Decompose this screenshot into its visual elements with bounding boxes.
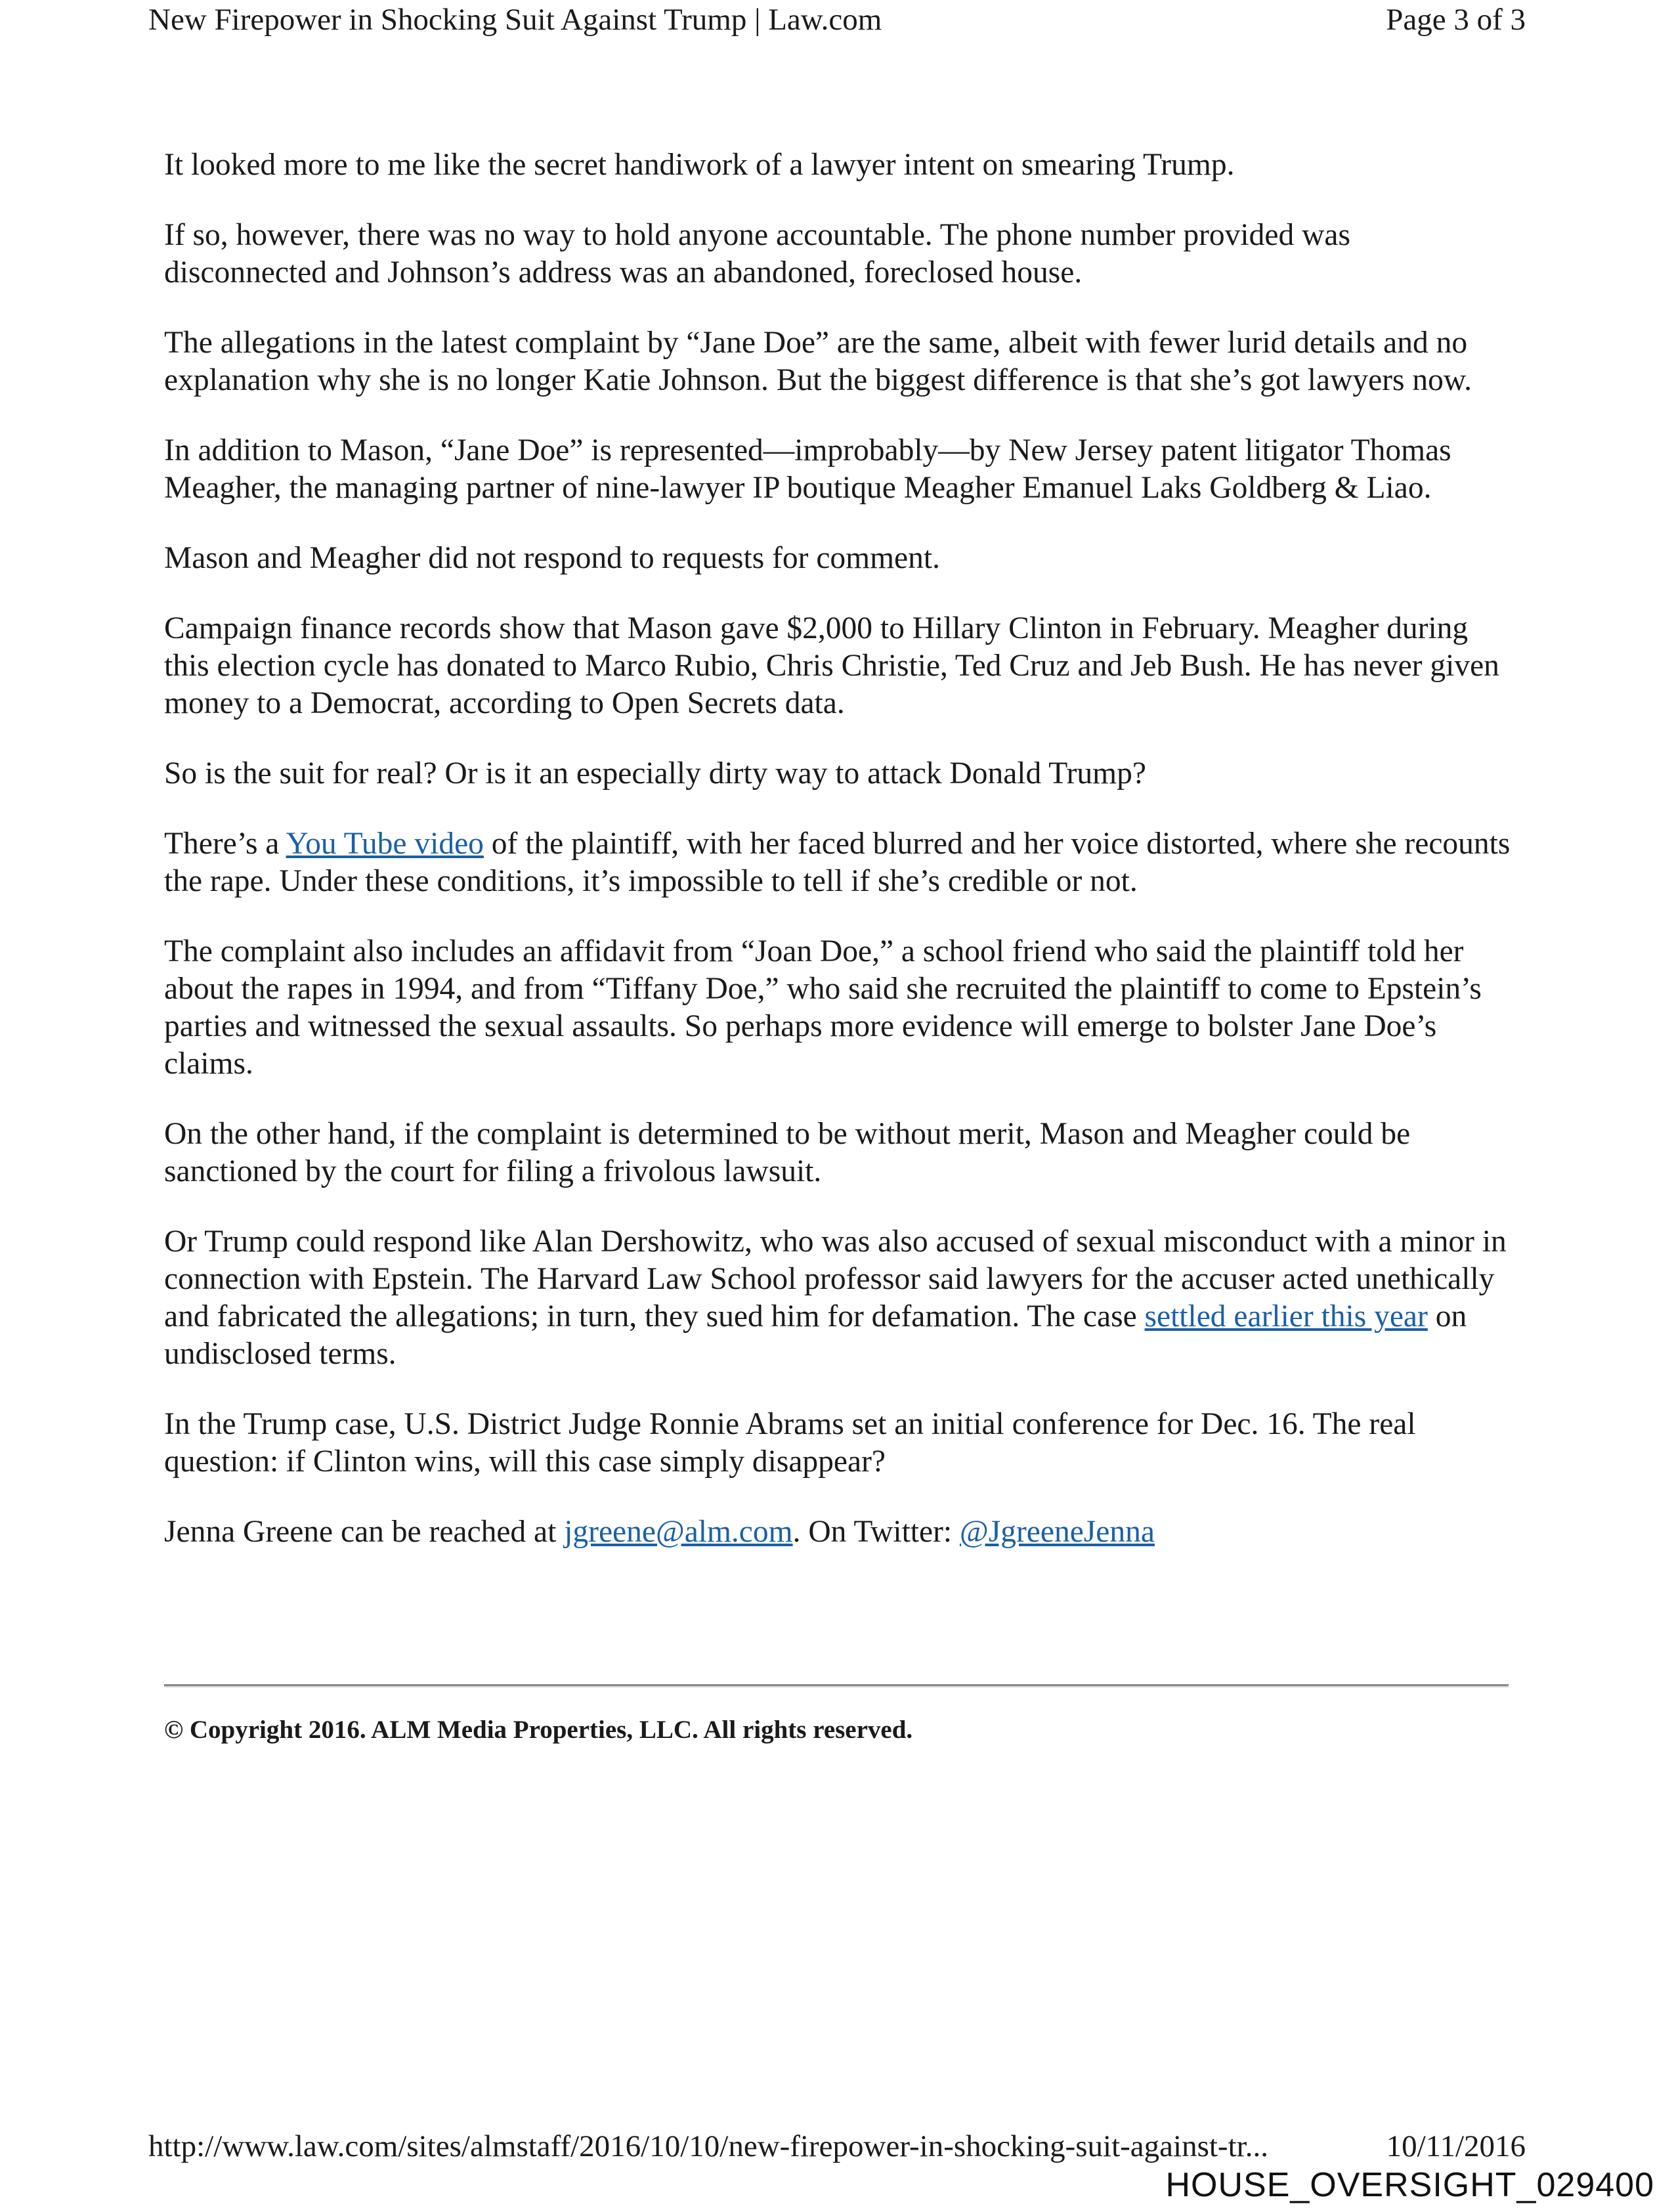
paragraph-8-text-b: of the plaintiff, with her faced blurred and her voice distorted, where she recounts the rape. Under these conditions, it’s impossible to tell if she’s credible or not. [164, 827, 1511, 898]
paragraph-6: Campaign finance records show that Mason gave $2,000 to Hillary Clinton in February. Meagher during this election cycle has donated to Marco Rubio, Chris Christie, Ted Cruz and Jeb Bush. He has never given money to a Democrat, according to Open Secrets data. [164, 611, 1499, 720]
article-body [164, 146, 1516, 1584]
paragraph-11-text-b: on undisclosed terms. [164, 1299, 1467, 1371]
twitter-link[interactable]: @JgreeneJenna [959, 1515, 1155, 1549]
horizontal-divider [164, 1684, 1509, 1687]
footer-url: http://www.law.com/sites/almstaff/2016/10/10/new-firepower-in-shocking-suit-against-tr... [148, 2129, 1268, 2163]
footer-date: 10/11/2016 [1386, 2129, 1526, 2163]
page-header-title: New Firepower in Shocking Suit Against Trump | Law.com [148, 3, 882, 37]
paragraph-8-text-a: There’s a [164, 827, 286, 861]
paragraph-4: In addition to Mason, “Jane Doe” is represented—improbably—by New Jersey patent litigator Thomas Meagher, the managing partner of nine-lawyer IP boutique Meagher Emanuel Laks Goldberg & Liao. [164, 433, 1451, 505]
paragraph-5: Mason and Meagher did not respond to requests for comment. [164, 541, 940, 575]
paragraph-10: On the other hand, if the complaint is determined to be without merit, Mason and Meagher could be sanctioned by the court for filing a frivolous lawsuit. [164, 1117, 1411, 1188]
paragraph-11 [164, 1223, 1516, 1373]
copyright-notice: © Copyright 2016. ALM Media Properties, LLC. All rights reserved. [164, 1716, 913, 1744]
paragraph-13-text-b: . On Twitter: [792, 1515, 960, 1549]
paragraph-7: So is the suit for real? Or is it an especially dirty way to attack Donald Trump? [164, 756, 1146, 791]
paragraph-8 [164, 825, 1516, 900]
bates-number: HOUSE_OVERSIGHT_029400 [1165, 2166, 1654, 2204]
email-link[interactable]: jgreene@alm.com [564, 1515, 793, 1549]
youtube-video-link[interactable]: You Tube video [286, 827, 484, 861]
paragraph-13 [164, 1513, 1516, 1551]
page-number: Page 3 of 3 [1386, 3, 1526, 37]
settled-earlier-link[interactable]: settled earlier this year [1144, 1299, 1428, 1334]
paragraph-13-text-a: Jenna Greene can be reached at [164, 1515, 565, 1549]
paragraph-3: The allegations in the latest complaint by “Jane Doe” are the same, albeit with fewer lurid details and no explanation why she is no longer Katie Johnson. But the biggest difference is that she’s got lawyers now. [164, 326, 1472, 397]
paragraph-2: If so, however, there was no way to hold anyone accountable. The phone number provided was disconnected and Johnson’s address was an abandoned, foreclosed house. [164, 218, 1350, 290]
paragraph-12: In the Trump case, U.S. District Judge Ronnie Abrams set an initial conference for Dec. 16. The real question: if Clinton wins, will this case simply disappear? [164, 1407, 1416, 1479]
paragraph-11-text-a: Or Trump could respond like Alan Dershowitz, who was also accused of sexual misconduct with a minor in connection with Epstein. The Harvard Law School professor said lawyers for the accuser acted unethically and fabricated the allegations; in turn, they sued him for defamation. The case [164, 1225, 1507, 1334]
paragraph-1: It looked more to me like the secret handiwork of a lawyer intent on smearing Trump. [164, 148, 1235, 182]
paragraph-9: The complaint also includes an affidavit from “Joan Doe,” a school friend who said the plaintiff told her about the rapes in 1994, and from “Tiffany Doe,” who said she recruited the plaintiff to come to Epstein’s parties and witnessed the sexual assaults. So perhaps more evidence will emerge to bolster Jane Doe’s claims. [164, 934, 1482, 1081]
